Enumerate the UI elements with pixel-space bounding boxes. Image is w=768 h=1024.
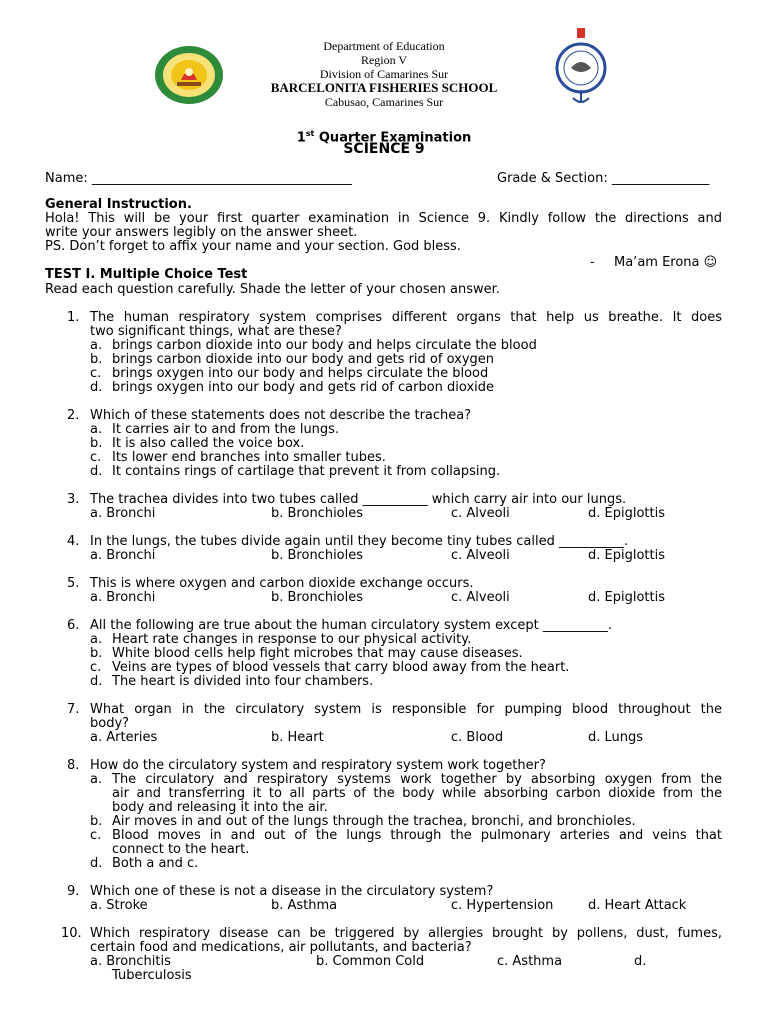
q5-option-d[interactable]: d. Epiglottis xyxy=(588,590,665,605)
option-text: brings oxygen into our body and gets rid of carbon dioxide xyxy=(112,380,495,395)
q1-text-1: The human respiratory system comprises different organs that help us breathe. It does xyxy=(90,310,722,325)
exam-quarter: Quarter Examination xyxy=(314,130,472,146)
option-text: Its lower end branches into smaller tubes. xyxy=(112,450,386,465)
exam-subject: SCIENCE 9 xyxy=(343,141,425,157)
option-letter: b. xyxy=(90,352,103,367)
option-text: brings oxygen into our body and helps circulate the blood xyxy=(112,366,489,381)
q5-option-b[interactable]: b. Bronchioles xyxy=(271,590,364,605)
option-letter: c. xyxy=(90,450,102,465)
option-letter: a. xyxy=(90,338,103,353)
q7-option-c[interactable]: c. Blood xyxy=(451,730,504,745)
q4-option-d[interactable]: d. Epiglottis xyxy=(588,548,665,563)
q8-number: 8. xyxy=(67,758,80,773)
q8-option-b[interactable] xyxy=(90,815,636,829)
school-name: BARCELONITA FISHERIES SCHOOL xyxy=(270,80,498,95)
q10-option-a[interactable]: a. Bronchitis xyxy=(90,954,171,969)
option-letter: a. xyxy=(90,632,103,647)
instruction-line-1: Hola! This will be your first quarter examination in Science 9. Kindly follow the directions and xyxy=(45,211,722,226)
option-letter: d. xyxy=(90,674,103,689)
q7-option-d[interactable]: d. Lungs xyxy=(588,730,644,745)
q5-number: 5. xyxy=(67,576,80,591)
q6-text-1: All the following are true about the human circulatory system except __________. xyxy=(90,618,612,633)
q6-option-c[interactable] xyxy=(90,661,569,675)
q3-option-b[interactable]: b. Bronchioles xyxy=(271,506,364,521)
option-letter: c. xyxy=(90,660,102,675)
dept-line: Department of Education xyxy=(323,39,445,53)
option-text: It is also called the voice box. xyxy=(112,436,305,451)
option-letter: d. xyxy=(90,464,103,479)
option-text-1: The circulatory and respiratory systems work together by absorbing oxygen from the xyxy=(112,772,722,787)
q10-number: 10. xyxy=(61,926,82,941)
q10-text-1: Which respiratory disease can be triggered by allergies brought by pollens, dust, fumes, xyxy=(90,926,722,941)
q1-option-d[interactable] xyxy=(90,381,494,395)
q6-option-d[interactable] xyxy=(90,675,373,689)
q7-text-2: body? xyxy=(90,716,130,731)
instruction-heading: General Instruction. xyxy=(45,197,192,212)
q2-option-c[interactable] xyxy=(90,451,386,465)
region-line: Region V xyxy=(360,53,408,67)
q3-option-c[interactable]: c. Alveoli xyxy=(451,506,510,521)
option-text: Veins are types of blood vessels that carry blood away from the heart. xyxy=(112,660,570,675)
test-direction: Read each question carefully. Shade the letter of your chosen answer. xyxy=(45,282,500,297)
option-letter: d. xyxy=(90,380,103,395)
option-text: Air moves in and out of the lungs through the trachea, bronchi, and bronchioles. xyxy=(112,814,636,829)
option-text-3: body and releasing it into the air. xyxy=(112,800,328,815)
address-line: Cabusao, Camarines Sur xyxy=(324,95,444,109)
instruction-line-2: write your answers legibly on the answer sheet. xyxy=(45,225,358,240)
option-letter: b. xyxy=(90,814,103,829)
grade-section-field[interactable]: Grade & Section: _______________ xyxy=(497,171,710,186)
option-text-1: Blood moves in and out of the lungs through the pulmonary arteries and veins that xyxy=(112,828,722,843)
option-text: brings carbon dioxide into our body and gets rid of oxygen xyxy=(112,352,495,367)
q10-option-d[interactable]: d. xyxy=(634,954,647,969)
q1-text-2: two significant things, what are these? xyxy=(90,324,342,339)
q2-option-a[interactable] xyxy=(90,423,339,437)
q7-text-1: What organ in the circulatory system is responsible for pumping blood throughout the xyxy=(90,702,722,717)
q1-option-c[interactable] xyxy=(90,367,488,381)
option-text-2: air and transferring it to all parts of the body while absorbing carbon dioxide from the xyxy=(112,786,722,801)
exam-ordinal-suffix: st xyxy=(305,129,315,138)
name-field[interactable]: Name: ________________________________________ xyxy=(45,171,352,186)
q10-text-2: certain food and medications, air pollutants, and bacteria? xyxy=(90,940,472,955)
q7-option-b[interactable]: b. Heart xyxy=(271,730,324,745)
q4-text-1: In the lungs, the tubes divide again until they become tiny tubes called __________. xyxy=(90,534,629,549)
option-text: brings carbon dioxide into our body and helps circulate the blood xyxy=(112,338,537,353)
option-letter: a. xyxy=(90,422,103,437)
q1-option-a[interactable] xyxy=(90,339,537,353)
option-text: The heart is divided into four chambers. xyxy=(112,674,374,689)
q9-option-a[interactable]: a. Stroke xyxy=(90,898,148,913)
q10-option-c[interactable]: c. Asthma xyxy=(497,954,563,969)
division-line: Division of Camarines Sur xyxy=(319,67,449,81)
test-heading: TEST I. Multiple Choice Test xyxy=(45,267,248,282)
q2-text-1: Which of these statements does not describe the trachea? xyxy=(90,408,472,423)
q9-option-b[interactable]: b. Asthma xyxy=(271,898,338,913)
q6-option-a[interactable] xyxy=(90,633,471,647)
q1-option-b[interactable] xyxy=(90,353,494,367)
q10-option-b[interactable]: b. Common Cold xyxy=(316,954,425,969)
q3-option-a[interactable]: a. Bronchi xyxy=(90,506,156,521)
instruction-line-3: PS. Don’t forget to affix your name and your section. God bless. xyxy=(45,239,461,254)
q8-option-d[interactable] xyxy=(90,857,198,871)
q9-text-1: Which one of these is not a disease in the circulatory system? xyxy=(90,884,494,899)
q4-number: 4. xyxy=(67,534,80,549)
q2-number: 2. xyxy=(67,408,80,423)
q3-text-1: The trachea divides into two tubes called __________ which carry air into our lungs. xyxy=(90,492,627,507)
q9-number: 9. xyxy=(67,884,80,899)
q5-option-a[interactable]: a. Bronchi xyxy=(90,590,156,605)
q6-option-b[interactable] xyxy=(90,647,523,661)
option-text: It carries air to and from the lungs. xyxy=(112,422,340,437)
q2-option-b[interactable] xyxy=(90,437,304,451)
option-letter: b. xyxy=(90,646,103,661)
q5-option-c[interactable]: c. Alveoli xyxy=(451,590,510,605)
q6-number: 6. xyxy=(67,618,80,633)
q3-number: 3. xyxy=(67,492,80,507)
option-text: White blood cells help fight microbes that may cause diseases. xyxy=(112,646,523,661)
option-letter: c. xyxy=(90,828,102,843)
q4-option-b[interactable]: b. Bronchioles xyxy=(271,548,364,563)
q10-option-d-text: Tuberculosis xyxy=(112,968,192,983)
option-text-2: connect to the heart. xyxy=(112,842,250,857)
signature: Ma’am Erona ☺ xyxy=(614,255,718,270)
option-letter: a. xyxy=(90,772,103,787)
option-text: Both a and c. xyxy=(112,856,199,871)
q5-text-1: This is where oxygen and carbon dioxide exchange occurs. xyxy=(90,576,474,591)
q4-option-c[interactable]: c. Alveoli xyxy=(451,548,510,563)
q8-text-1: How do the circulatory system and respiratory system work together? xyxy=(90,758,546,773)
q9-option-d[interactable]: d. Heart Attack xyxy=(588,898,687,913)
q1-number: 1. xyxy=(67,310,80,325)
option-letter: c. xyxy=(90,366,102,381)
q4-option-a[interactable]: a. Bronchi xyxy=(90,548,156,563)
exam-ordinal: 1 xyxy=(296,130,306,146)
q3-option-d[interactable]: d. Epiglottis xyxy=(588,506,665,521)
q7-option-a[interactable]: a. Arteries xyxy=(90,730,158,745)
option-text: Heart rate changes in response to our physical activity. xyxy=(112,632,472,647)
q2-option-d[interactable] xyxy=(90,465,500,479)
option-letter: d. xyxy=(90,856,103,871)
signature-dash: - xyxy=(590,255,595,270)
q7-number: 7. xyxy=(67,702,80,717)
q9-option-c[interactable]: c. Hypertension xyxy=(451,898,554,913)
option-text: It contains rings of cartilage that prevent it from collapsing. xyxy=(112,464,501,479)
option-letter: b. xyxy=(90,436,103,451)
